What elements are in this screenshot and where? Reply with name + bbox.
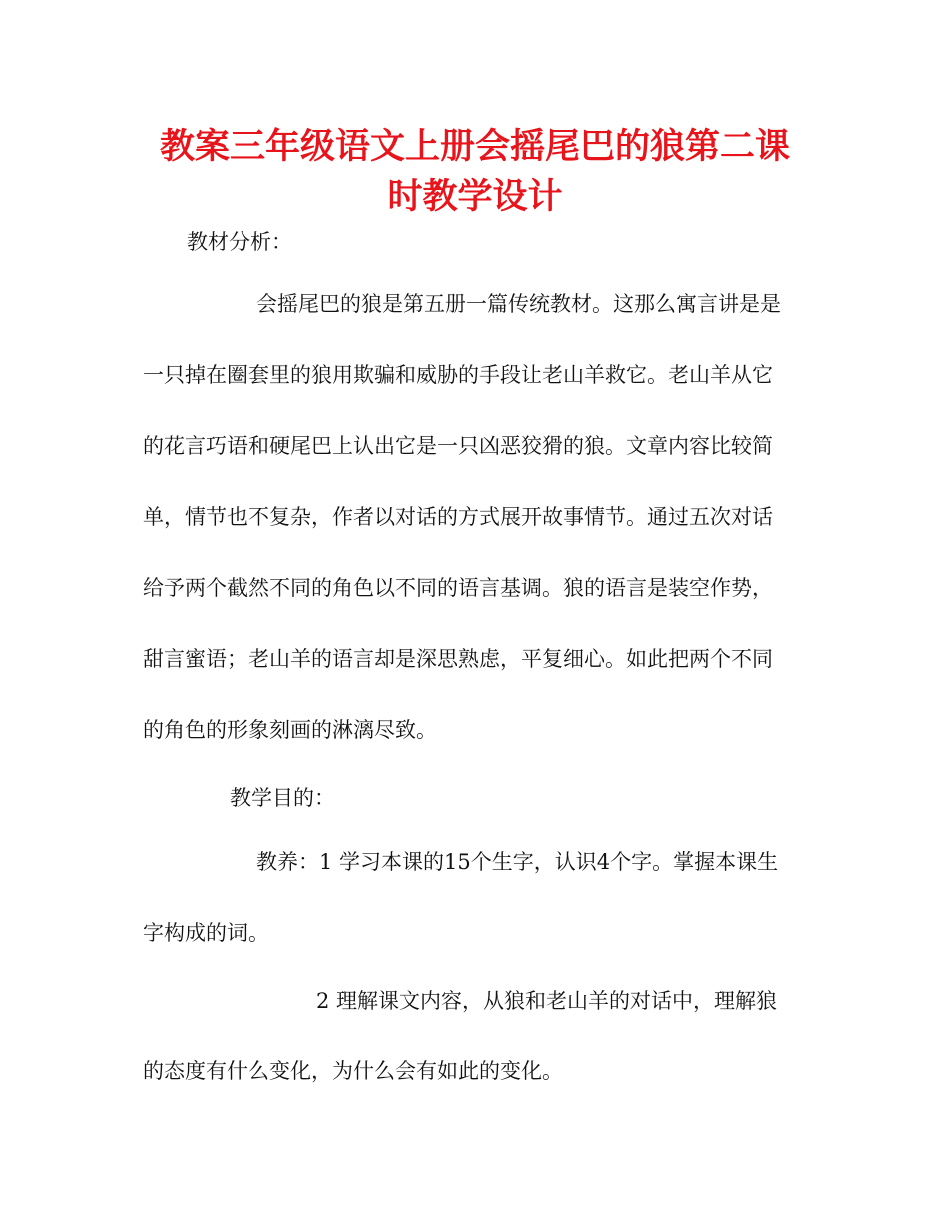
paragraph-line: 给予两个截然不同的角色以不同的语言基调。狼的语言是装空作势， <box>143 576 773 600</box>
paragraph-line: 的花言巧语和硬尾巴上认出它是一只凶恶狡猾的狼。文章内容比较简 <box>143 434 773 458</box>
paragraph-line: 教养：1 学习本课的15个生字，认识4个字。掌握本课生 <box>256 850 779 874</box>
section-heading-material-analysis: 教材分析： <box>187 230 292 254</box>
document-title-line-1: 教案三年级语文上册会摇尾巴的狼第二课 <box>159 127 790 167</box>
paragraph-line: 甜言蜜语；老山羊的语言却是深思熟虑，平复细心。如此把两个不同 <box>143 647 773 671</box>
document-title-line-2: 时教学设计 <box>387 177 563 217</box>
paragraph-line: 一只掉在圈套里的狼用欺骗和威胁的手段让老山羊救它。老山羊从它 <box>143 363 773 387</box>
paragraph-line: 单，情节也不复杂，作者以对话的方式展开故事情节。通过五次对话 <box>143 505 773 529</box>
paragraph-line: 2 理解课文内容，从狼和老山羊的对话中，理解狼 <box>316 989 778 1013</box>
paragraph-line: 的角色的形象刻画的淋漓尽致。 <box>143 718 437 742</box>
paragraph-line: 字构成的词。 <box>143 921 269 945</box>
paragraph-line: 的态度有什么变化，为什么会有如此的变化。 <box>143 1059 563 1083</box>
paragraph-line: 会摇尾巴的狼是第五册一篇传统教材。这那么寓言讲是是 <box>256 292 781 316</box>
section-heading-teaching-goals: 教学目的： <box>230 786 335 810</box>
